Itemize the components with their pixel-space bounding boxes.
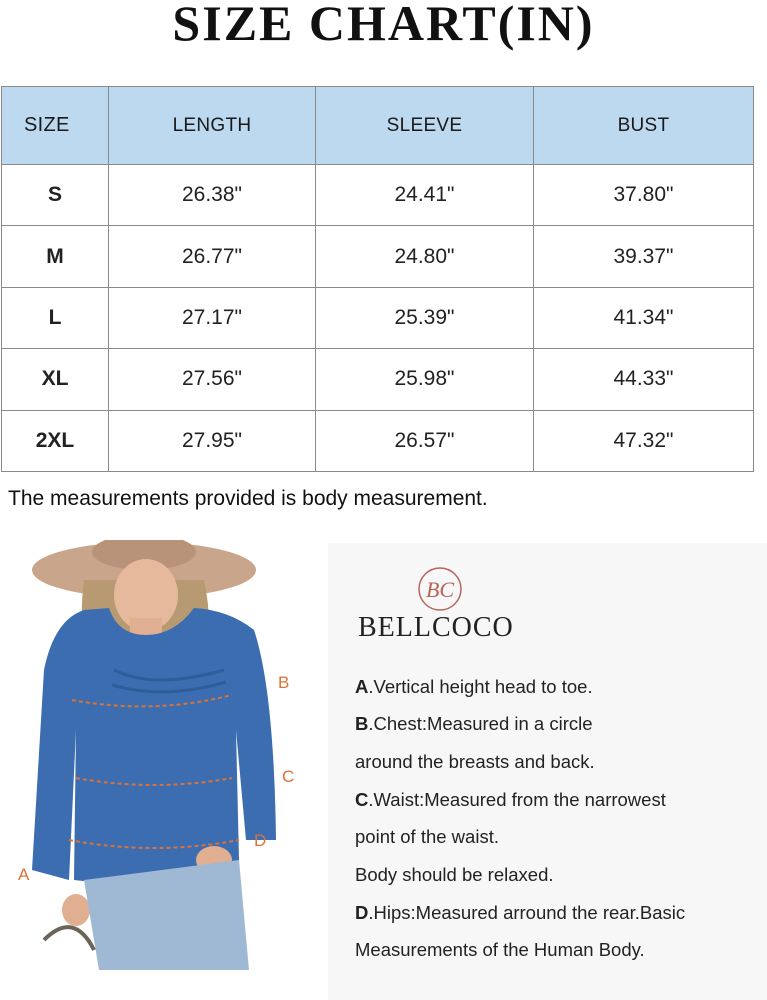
logo-letters: BC bbox=[425, 577, 455, 602]
header-bust: BUST bbox=[534, 87, 754, 165]
sleeve-cell: 24.80" bbox=[316, 226, 534, 287]
description-line: D.Hips:Measured arround the rear.Basic bbox=[355, 902, 686, 923]
sleeve-cell: 25.39" bbox=[316, 287, 534, 348]
bust-cell: 44.33" bbox=[534, 349, 754, 410]
header-sleeve: SLEEVE bbox=[316, 87, 534, 165]
marker-c: C bbox=[282, 767, 295, 786]
length-cell: 27.56" bbox=[109, 349, 316, 410]
bust-cell: 37.80" bbox=[534, 165, 754, 226]
sleeve-cell: 24.41" bbox=[316, 165, 534, 226]
marker-b: B bbox=[278, 673, 290, 692]
description-line: C.Waist:Measured from the narrowest bbox=[355, 789, 666, 810]
length-cell: 27.17" bbox=[109, 287, 316, 348]
description-line: around the breasts and back. bbox=[355, 751, 595, 772]
bust-cell: 41.34" bbox=[534, 287, 754, 348]
bust-cell: 39.37" bbox=[534, 226, 754, 287]
length-cell: 26.77" bbox=[109, 226, 316, 287]
description-line: Measurements of the Human Body. bbox=[355, 939, 645, 960]
brand-name: BELLCOCO bbox=[358, 612, 514, 643]
description-line: point of the waist. bbox=[355, 826, 499, 847]
measurement-note: The measurements provided is body measurement. bbox=[8, 487, 488, 510]
marker-d: D bbox=[254, 831, 267, 850]
brand-logo-icon bbox=[416, 565, 464, 613]
shirt bbox=[32, 608, 276, 883]
model-illustration bbox=[14, 540, 314, 970]
sleeve-cell: 26.57" bbox=[316, 410, 534, 471]
size-cell: XL bbox=[2, 349, 109, 410]
size-cell: S bbox=[2, 165, 109, 226]
sleeve-cell: 25.98" bbox=[316, 349, 534, 410]
description-line: A.Vertical height head to toe. bbox=[355, 676, 593, 697]
table-row bbox=[2, 410, 754, 471]
length-cell: 26.38" bbox=[109, 165, 316, 226]
bust-cell: 47.32" bbox=[534, 410, 754, 471]
size-cell: 2XL bbox=[2, 410, 109, 471]
table-row bbox=[2, 226, 754, 287]
table-header-row bbox=[2, 87, 754, 165]
size-chart-table bbox=[1, 86, 754, 472]
hand bbox=[62, 894, 90, 926]
table-row bbox=[2, 287, 754, 348]
table-row bbox=[2, 165, 754, 226]
description-line: B.Chest:Measured in a circle bbox=[355, 713, 593, 734]
header-length: LENGTH bbox=[109, 87, 316, 165]
length-cell: 27.95" bbox=[109, 410, 316, 471]
bag-handle bbox=[44, 927, 94, 950]
header-size: SIZE bbox=[2, 87, 109, 165]
table-row bbox=[2, 349, 754, 410]
marker-a: A bbox=[18, 865, 30, 884]
page-title: SIZE CHART(IN) bbox=[172, 0, 595, 51]
description-line: Body should be relaxed. bbox=[355, 864, 554, 885]
size-cell: M bbox=[2, 226, 109, 287]
size-cell: L bbox=[2, 287, 109, 348]
